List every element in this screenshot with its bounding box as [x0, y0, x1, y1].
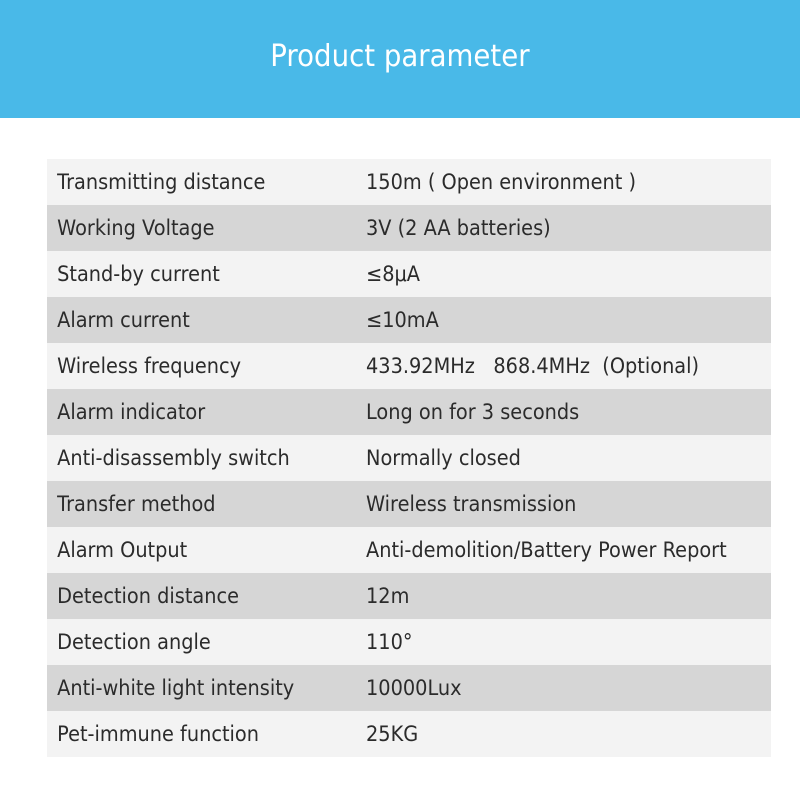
table-row — [47, 573, 771, 619]
table-row — [47, 389, 771, 435]
parameter-label: Transmitting distance — [57, 170, 266, 194]
parameter-label: Pet-immune function — [57, 722, 259, 746]
parameter-value: 110° — [366, 630, 413, 654]
table-row — [47, 665, 771, 711]
page-title: Product parameter — [270, 38, 530, 74]
parameter-table — [47, 159, 771, 757]
parameter-label: Working Voltage — [57, 216, 215, 240]
table-row — [47, 435, 771, 481]
parameter-value: 3V (2 AA batteries) — [366, 216, 551, 240]
table-row — [47, 251, 771, 297]
header-banner — [0, 0, 800, 118]
parameter-label: Alarm current — [57, 308, 190, 332]
parameter-label: Wireless frequency — [57, 354, 242, 378]
parameter-label: Detection distance — [57, 584, 239, 608]
parameter-value: Wireless transmission — [366, 492, 577, 516]
parameter-label: Anti-disassembly switch — [57, 446, 290, 470]
parameter-value: 25KG — [366, 722, 419, 746]
parameter-value: 433.92MHz 868.4MHz (Optional) — [366, 354, 700, 378]
parameter-label: Anti-white light intensity — [57, 676, 295, 700]
parameter-label: Alarm Output — [57, 538, 188, 562]
parameter-value: ≤8μA — [366, 262, 420, 286]
parameter-label: Detection angle — [57, 630, 211, 654]
parameter-value: 10000Lux — [366, 676, 462, 700]
table-row — [47, 297, 771, 343]
parameter-value: ≤10mA — [366, 308, 439, 332]
parameter-label: Alarm indicator — [57, 400, 206, 424]
parameter-value: 150m ( Open environment ) — [366, 170, 636, 194]
table-row — [47, 205, 771, 251]
table-row — [47, 159, 771, 205]
table-row — [47, 481, 771, 527]
parameter-value: Normally closed — [366, 446, 521, 470]
parameter-value: Long on for 3 seconds — [366, 400, 580, 424]
parameter-label: Transfer method — [57, 492, 216, 516]
table-row — [47, 619, 771, 665]
table-row — [47, 711, 771, 757]
parameter-label: Stand-by current — [57, 262, 220, 286]
table-row — [47, 527, 771, 573]
table-row — [47, 343, 771, 389]
parameter-value: Anti-demolition/Battery Power Report — [366, 538, 727, 562]
parameter-value: 12m — [366, 584, 410, 608]
